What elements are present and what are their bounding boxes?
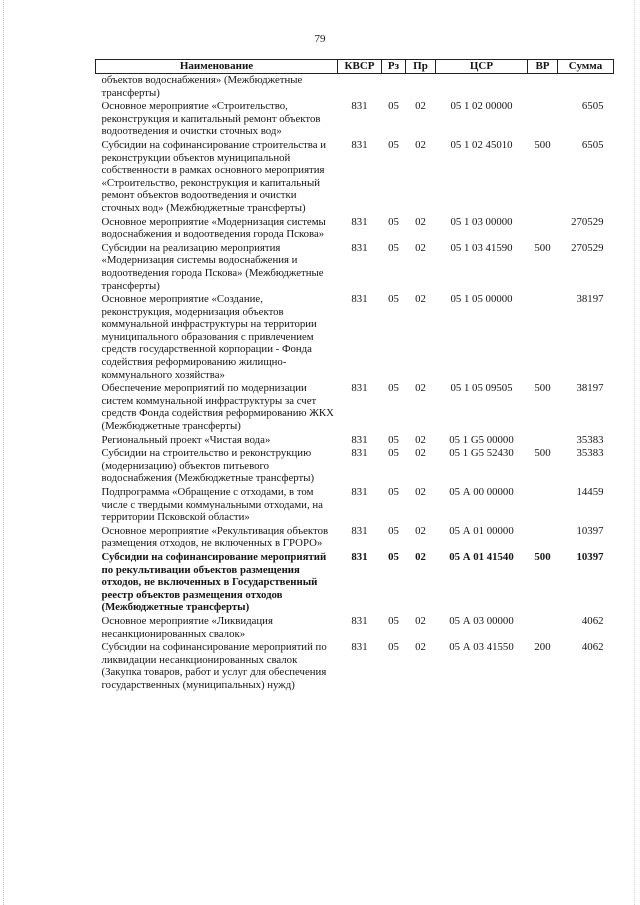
row-sum-cell: [558, 74, 614, 101]
row-rz-cell: 05: [388, 524, 399, 537]
row-rz-cell: [382, 74, 406, 101]
table-row: [96, 641, 614, 692]
row-name-cell: Субсидии на реализацию мероприятия «Модернизация системы водоснабжения и водоотведения города Пскова» (Межбюджетные трансферты): [101, 241, 324, 292]
header-rz: Рз: [382, 60, 406, 74]
row-kvsr-cell: 831: [351, 138, 368, 151]
row-vr-cell: [528, 100, 558, 139]
row-kvsr-cell: [338, 74, 382, 101]
table-row: [96, 100, 614, 139]
row-kvsr-cell: 831: [351, 293, 368, 306]
row-csr-cell: 05 1 02 45010: [450, 138, 513, 151]
row-name-cell: Основное мероприятие «Ликвидация несанкционированных свалок»: [101, 614, 273, 640]
row-pr-cell: 02: [415, 433, 426, 446]
table-row: [96, 447, 614, 486]
row-kvsr-cell: 831: [351, 100, 368, 113]
budget-table: [95, 59, 614, 693]
row-name-cell: Субсидии на софинансирование строительства и реконструкции объектов муниципальной собственности в рамках основного мероприятия «Строительство, реконструкция и капитальный ремонт объектов водоотведения и очистки сточных вод» (Межбюджетные трансферты): [101, 138, 327, 214]
row-csr-cell: 05 1 G5 52430: [449, 447, 514, 460]
row-sum-cell: 4062: [581, 614, 604, 627]
row-sum-cell: 270529: [571, 241, 604, 254]
header-sum: Сумма: [558, 60, 614, 74]
row-csr-cell: 05 1 05 09505: [450, 382, 513, 395]
row-csr-cell: 05 1 05 00000: [450, 293, 513, 306]
header-name: Наименование: [96, 60, 338, 74]
row-name-cell: Основное мероприятие «Создание, реконструкция, модернизация объектов коммунальной инфраструктуры на территории муниципального образования с привлечением средств государственной корпорации - Фонда содействия реформированию жилищно-коммунального хозяйства»: [101, 293, 317, 381]
row-pr-cell: 02: [415, 215, 426, 228]
row-kvsr-cell: 831: [351, 486, 368, 498]
row-kvsr-cell: 831: [351, 382, 368, 395]
row-rz-cell: 05: [388, 215, 399, 228]
row-kvsr-cell: 831: [351, 550, 368, 563]
row-rz-cell: 05: [388, 447, 399, 460]
row-rz-cell: 05: [388, 382, 399, 395]
table-row: [96, 242, 614, 293]
row-csr-cell: 05 1 G5 00000: [449, 433, 514, 446]
row-kvsr-cell: 831: [351, 433, 368, 446]
header-pr: Пр: [406, 60, 436, 74]
row-rz-cell: 05: [388, 433, 399, 446]
row-kvsr-cell: 831: [351, 241, 368, 254]
row-name-cell: Основное мероприятие «Рекультивация объектов размещения отходов, не включенных в ГРОРО»: [101, 524, 329, 550]
row-sum-cell: 6505: [581, 138, 604, 151]
row-name-cell: Региональный проект «Чистая вода»: [101, 433, 271, 446]
row-name-cell: Основное мероприятие «Модернизация системы водоснабжения и водоотведения города Пскова»: [101, 215, 326, 241]
row-rz-cell: 05: [388, 138, 399, 151]
row-pr-cell: 02: [415, 486, 426, 498]
row-vr-cell: [528, 486, 558, 525]
row-pr-cell: 02: [415, 447, 426, 460]
header-vr: ВР: [528, 60, 558, 74]
row-rz-cell: 05: [388, 641, 399, 654]
row-vr-cell: [528, 434, 558, 448]
row-rz-cell: 05: [388, 486, 399, 498]
table-row: [96, 382, 614, 433]
row-csr-cell: [436, 74, 528, 101]
table-row: [96, 434, 614, 448]
row-vr-cell: 500: [534, 138, 551, 151]
header-kvsr: КВСР: [338, 60, 382, 74]
row-pr-cell: 02: [415, 641, 426, 654]
row-rz-cell: 05: [388, 100, 399, 113]
page-number: 79: [314, 33, 326, 45]
table-row: [96, 74, 614, 101]
row-pr-cell: 02: [415, 382, 426, 395]
row-sum-cell: 10397: [576, 550, 604, 563]
row-vr-cell: 500: [534, 550, 551, 563]
table-body: [96, 74, 614, 693]
row-sum-cell: 38197: [576, 293, 604, 306]
row-name-cell: Подпрограмма «Обращение с отходами, в том числе с твердыми коммунальными отходами, на территории Псковской области»: [101, 486, 323, 524]
row-rz-cell: 05: [388, 550, 399, 563]
table-row: [96, 551, 614, 615]
row-rz-cell: 05: [388, 241, 399, 254]
row-pr-cell: 02: [415, 524, 426, 537]
row-name-cell: объектов водоснабжения» (Межбюджетные трансферты): [101, 74, 303, 99]
table-row: [96, 486, 614, 525]
row-pr-cell: 02: [415, 614, 426, 627]
row-sum-cell: 35383: [576, 447, 604, 460]
scan-edge-right: [634, 0, 636, 905]
row-name-cell: Субсидии на софинансирование мероприятий по рекультивации объектов размещения отходов, не включенных в Государственный реестр объектов размещения отходов (Межбюджетные трансферты): [101, 550, 327, 614]
row-vr-cell: 500: [534, 447, 551, 460]
row-kvsr-cell: 831: [351, 641, 368, 654]
row-sum-cell: 270529: [571, 215, 604, 228]
row-csr-cell: 05 1 03 41590: [450, 241, 513, 254]
table-row: [96, 139, 614, 216]
row-name-cell: Субсидии на строительство и реконструкцию (модернизацию) объектов питьевого водоснабжения (Межбюджетные трансферты): [101, 447, 315, 485]
row-csr-cell: 05 А 01 41540: [449, 550, 514, 563]
row-sum-cell: 38197: [576, 382, 604, 395]
row-vr-cell: [528, 216, 558, 242]
row-name-cell: Субсидии на софинансирование мероприятий по ликвидации несанкционированных свалок (Закупка товаров, работ и услуг для обеспечения государственных (муниципальных) нужд): [101, 641, 327, 691]
table-row: [96, 615, 614, 641]
row-csr-cell: 05 1 03 00000: [450, 215, 513, 228]
row-kvsr-cell: 831: [351, 524, 368, 537]
row-sum-cell: 6505: [581, 100, 604, 113]
row-pr-cell: 02: [415, 550, 426, 563]
row-csr-cell: 05 А 01 00000: [449, 524, 514, 537]
row-vr-cell: 500: [534, 382, 551, 395]
row-csr-cell: 05 А 03 00000: [449, 614, 514, 627]
row-csr-cell: 05 А 03 41550: [449, 641, 514, 654]
table-row: [96, 216, 614, 242]
row-kvsr-cell: 831: [351, 215, 368, 228]
row-csr-cell: 05 А 00 00000: [449, 486, 514, 498]
table-row: [96, 525, 614, 551]
row-vr-cell: [528, 293, 558, 382]
row-kvsr-cell: 831: [351, 614, 368, 627]
row-rz-cell: 05: [388, 614, 399, 627]
row-pr-cell: 02: [415, 138, 426, 151]
row-sum-cell: 14459: [576, 486, 604, 498]
row-vr-cell: 200: [534, 641, 551, 654]
row-sum-cell: 10397: [576, 524, 604, 537]
scan-edge-left: [3, 0, 5, 905]
row-csr-cell: 05 1 02 00000: [450, 100, 513, 113]
row-pr-cell: 02: [415, 241, 426, 254]
row-vr-cell: [528, 74, 558, 101]
row-pr-cell: 02: [415, 100, 426, 113]
row-sum-cell: 4062: [581, 641, 604, 654]
row-vr-cell: [528, 525, 558, 551]
table-header-row: [96, 60, 614, 74]
row-name-cell: Обеспечение мероприятий по модернизации систем коммунальной инфраструктуры за счет средств Фонда содействия реформированию ЖКХ (Межбюджетные трансферты): [101, 382, 334, 433]
header-csr: ЦСР: [436, 60, 528, 74]
row-pr-cell: 02: [415, 293, 426, 306]
row-vr-cell: [528, 615, 558, 641]
row-vr-cell: 500: [534, 241, 551, 254]
table-row: [96, 293, 614, 382]
row-pr-cell: [406, 74, 436, 101]
row-kvsr-cell: 831: [351, 447, 368, 460]
row-name-cell: Основное мероприятие «Строительство, реконструкция и капитальный ремонт объектов водоотведения и очистки сточных вод»: [101, 100, 321, 138]
row-sum-cell: 35383: [576, 433, 604, 446]
row-rz-cell: 05: [388, 293, 399, 306]
